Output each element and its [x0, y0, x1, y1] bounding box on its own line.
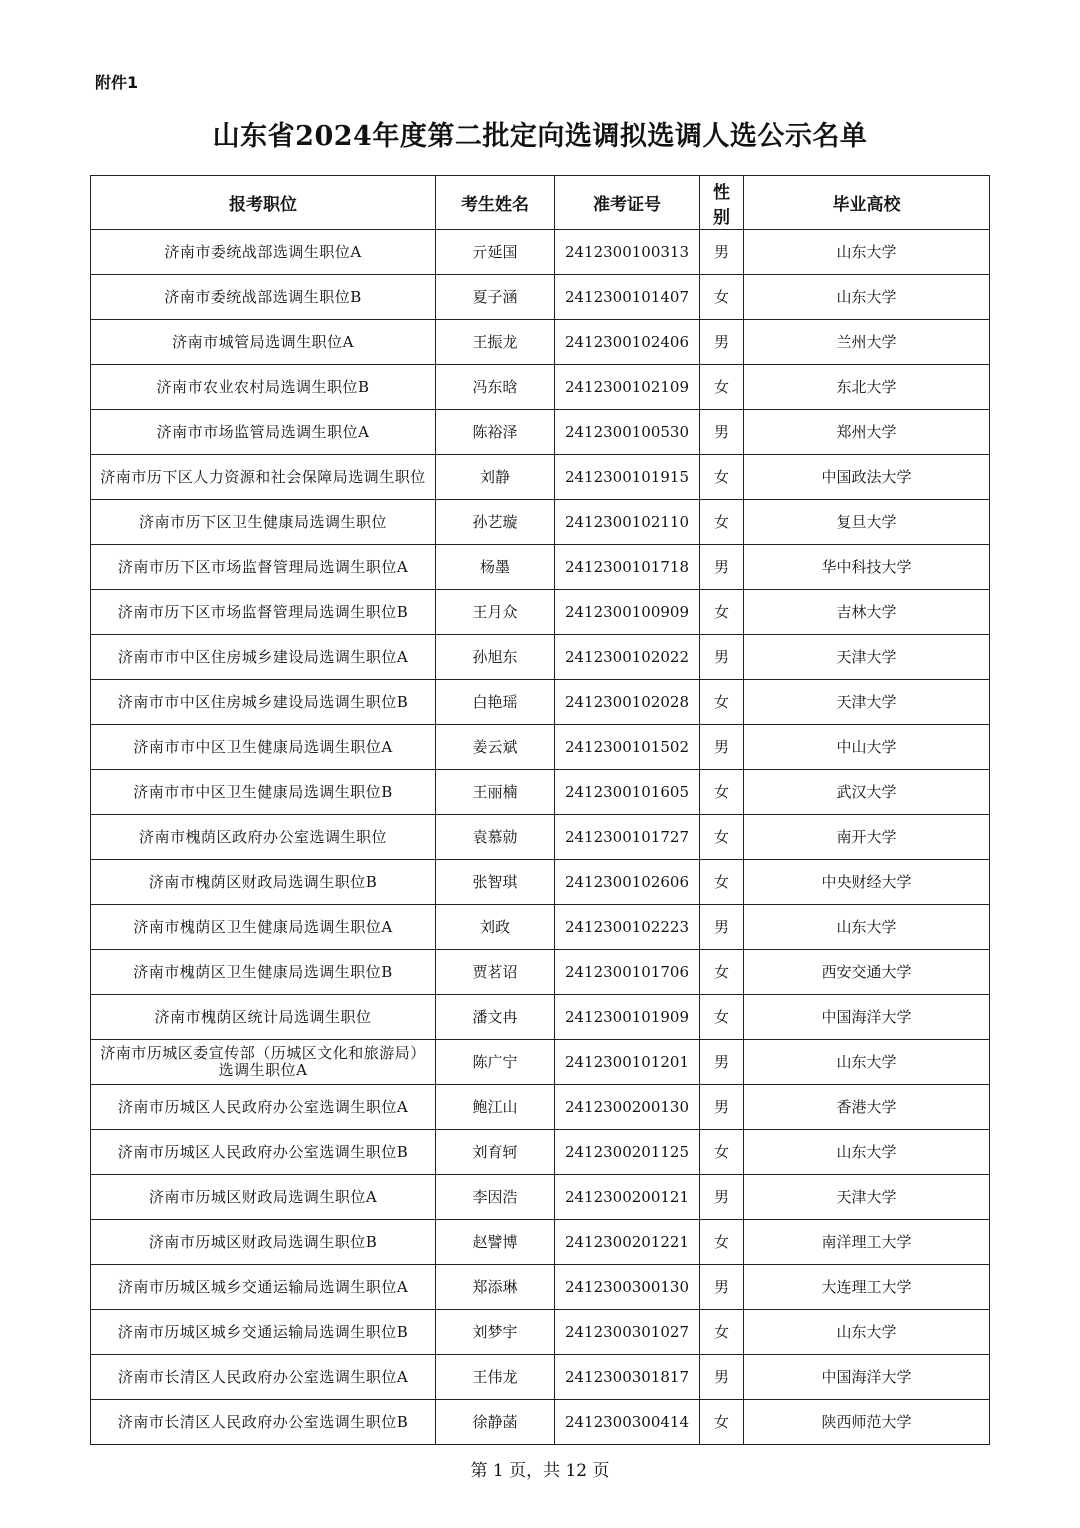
- cell-exam-number: 2412300201221: [555, 1220, 700, 1265]
- table-row: [91, 1310, 990, 1355]
- cell-position: 济南市历下区人力资源和社会保障局选调生职位: [91, 455, 436, 500]
- cell-university: 复旦大学: [744, 500, 990, 545]
- cell-position: 济南市槐荫区统计局选调生职位: [91, 995, 436, 1040]
- page-title: 山东省2024年度第二批定向选调拟选调人选公示名单: [212, 121, 868, 152]
- cell-position: 济南市槐荫区卫生健康局选调生职位A: [91, 905, 436, 950]
- cell-position: 济南市城管局选调生职位A: [91, 320, 436, 365]
- cell-exam-number: 2412300200121: [555, 1175, 700, 1220]
- cell-gender: 男: [700, 1085, 744, 1130]
- cell-position: 济南市市中区住房城乡建设局选调生职位B: [91, 680, 436, 725]
- cell-gender: 女: [700, 815, 744, 860]
- header-position: 报考职位: [91, 176, 436, 230]
- cell-position: 济南市历城区人民政府办公室选调生职位B: [91, 1130, 436, 1175]
- table-row: [91, 1355, 990, 1400]
- cell-position: 济南市槐荫区政府办公室选调生职位: [91, 815, 436, 860]
- cell-name: 刘静: [436, 455, 555, 500]
- cell-university: 山东大学: [744, 1130, 990, 1175]
- cell-exam-number: 2412300201125: [555, 1130, 700, 1175]
- cell-university: 香港大学: [744, 1085, 990, 1130]
- cell-position: 济南市历城区委宣传部（历城区文化和旅游局）选调生职位A: [91, 1040, 436, 1085]
- cell-university: 天津大学: [744, 1175, 990, 1220]
- cell-gender: 女: [700, 1130, 744, 1175]
- cell-university: 中央财经大学: [744, 860, 990, 905]
- attachment-label: 附件1: [95, 73, 139, 92]
- candidate-table: [90, 175, 990, 1445]
- cell-exam-number: 2412300101718: [555, 545, 700, 590]
- cell-position: 济南市历下区卫生健康局选调生职位: [91, 500, 436, 545]
- cell-position: 济南市历城区财政局选调生职位A: [91, 1175, 436, 1220]
- cell-name: 夏子涵: [436, 275, 555, 320]
- cell-university: 山东大学: [744, 905, 990, 950]
- header-gender: 性别: [700, 176, 744, 230]
- cell-gender: 男: [700, 635, 744, 680]
- cell-exam-number: 2412300101909: [555, 995, 700, 1040]
- table-row: [91, 320, 990, 365]
- cell-university: 天津大学: [744, 680, 990, 725]
- header-exam-number: 准考证号: [555, 176, 700, 230]
- cell-university: 山东大学: [744, 1040, 990, 1085]
- cell-position: 济南市历城区人民政府办公室选调生职位A: [91, 1085, 436, 1130]
- table-row: [91, 860, 990, 905]
- cell-gender: 女: [700, 275, 744, 320]
- table-row: [91, 1400, 990, 1445]
- cell-exam-number: 2412300102223: [555, 905, 700, 950]
- cell-exam-number: 2412300100530: [555, 410, 700, 455]
- table-row: [91, 590, 990, 635]
- cell-name: 刘育轲: [436, 1130, 555, 1175]
- table-row: [91, 1265, 990, 1310]
- cell-university: 东北大学: [744, 365, 990, 410]
- table-row: [91, 1040, 990, 1085]
- cell-gender: 女: [700, 1400, 744, 1445]
- cell-university: 天津大学: [744, 635, 990, 680]
- cell-university: 中国海洋大学: [744, 995, 990, 1040]
- cell-exam-number: 2412300101407: [555, 275, 700, 320]
- cell-university: 陕西师范大学: [744, 1400, 990, 1445]
- table-row: [91, 1085, 990, 1130]
- cell-position: 济南市历城区城乡交通运输局选调生职位B: [91, 1310, 436, 1355]
- cell-gender: 女: [700, 950, 744, 995]
- table-row: [91, 500, 990, 545]
- table-row: [91, 1175, 990, 1220]
- cell-name: 刘政: [436, 905, 555, 950]
- cell-name: 冯东晗: [436, 365, 555, 410]
- cell-university: 兰州大学: [744, 320, 990, 365]
- cell-position: 济南市农业农村局选调生职位B: [91, 365, 436, 410]
- table-body: [91, 230, 990, 1445]
- cell-exam-number: 2412300101727: [555, 815, 700, 860]
- cell-gender: 女: [700, 770, 744, 815]
- table-row: [91, 725, 990, 770]
- table-row: [91, 275, 990, 320]
- cell-gender: 女: [700, 1310, 744, 1355]
- table-row: [91, 995, 990, 1040]
- cell-exam-number: 2412300102406: [555, 320, 700, 365]
- cell-exam-number: 2412300101706: [555, 950, 700, 995]
- cell-name: 李因浩: [436, 1175, 555, 1220]
- table-row: [91, 770, 990, 815]
- cell-name: 孙艺璇: [436, 500, 555, 545]
- cell-university: 大连理工大学: [744, 1265, 990, 1310]
- cell-university: 山东大学: [744, 275, 990, 320]
- cell-gender: 男: [700, 1265, 744, 1310]
- table-row: [91, 365, 990, 410]
- table-row: [91, 230, 990, 275]
- cell-position: 济南市历城区财政局选调生职位B: [91, 1220, 436, 1265]
- cell-exam-number: 2412300101502: [555, 725, 700, 770]
- cell-name: 姜云斌: [436, 725, 555, 770]
- cell-exam-number: 2412300101605: [555, 770, 700, 815]
- table-row: [91, 905, 990, 950]
- cell-university: 华中科技大学: [744, 545, 990, 590]
- table-row: [91, 1130, 990, 1175]
- cell-name: 郑添琳: [436, 1265, 555, 1310]
- cell-university: 山东大学: [744, 230, 990, 275]
- cell-gender: 女: [700, 680, 744, 725]
- cell-gender: 男: [700, 1175, 744, 1220]
- cell-gender: 女: [700, 860, 744, 905]
- cell-position: 济南市委统战部选调生职位A: [91, 230, 436, 275]
- cell-exam-number: 2412300100909: [555, 590, 700, 635]
- cell-gender: 男: [700, 1040, 744, 1085]
- cell-gender: 男: [700, 1355, 744, 1400]
- table-row: [91, 1220, 990, 1265]
- cell-gender: 男: [700, 545, 744, 590]
- cell-name: 亓延国: [436, 230, 555, 275]
- table-row: [91, 950, 990, 995]
- cell-university: 南开大学: [744, 815, 990, 860]
- cell-gender: 女: [700, 1220, 744, 1265]
- cell-gender: 女: [700, 455, 744, 500]
- cell-position: 济南市委统战部选调生职位B: [91, 275, 436, 320]
- table-row: [91, 410, 990, 455]
- cell-gender: 男: [700, 230, 744, 275]
- cell-name: 刘梦宇: [436, 1310, 555, 1355]
- cell-position: 济南市历城区城乡交通运输局选调生职位A: [91, 1265, 436, 1310]
- page-footer: 第 1 页，共 12 页: [470, 1461, 610, 1481]
- cell-exam-number: 2412300102606: [555, 860, 700, 905]
- table-row: [91, 455, 990, 500]
- cell-gender: 男: [700, 320, 744, 365]
- cell-name: 白艳瑶: [436, 680, 555, 725]
- cell-position: 济南市市中区住房城乡建设局选调生职位A: [91, 635, 436, 680]
- cell-name: 王伟龙: [436, 1355, 555, 1400]
- cell-university: 中国海洋大学: [744, 1355, 990, 1400]
- cell-exam-number: 2412300100313: [555, 230, 700, 275]
- cell-name: 袁慕勍: [436, 815, 555, 860]
- cell-name: 杨墨: [436, 545, 555, 590]
- table-row: [91, 680, 990, 725]
- cell-university: 西安交通大学: [744, 950, 990, 995]
- cell-gender: 男: [700, 725, 744, 770]
- cell-exam-number: 2412300102110: [555, 500, 700, 545]
- header-name: 考生姓名: [436, 176, 555, 230]
- cell-university: 郑州大学: [744, 410, 990, 455]
- table-row: [91, 545, 990, 590]
- cell-position: 济南市长清区人民政府办公室选调生职位A: [91, 1355, 436, 1400]
- cell-name: 贾茗诏: [436, 950, 555, 995]
- cell-position: 济南市长清区人民政府办公室选调生职位B: [91, 1400, 436, 1445]
- cell-name: 赵譬博: [436, 1220, 555, 1265]
- cell-gender: 女: [700, 500, 744, 545]
- cell-position: 济南市槐荫区财政局选调生职位B: [91, 860, 436, 905]
- cell-name: 王丽楠: [436, 770, 555, 815]
- cell-position: 济南市历下区市场监督管理局选调生职位A: [91, 545, 436, 590]
- header-university: 毕业高校: [744, 176, 990, 230]
- cell-name: 王月众: [436, 590, 555, 635]
- cell-name: 陈广宁: [436, 1040, 555, 1085]
- cell-university: 中国政法大学: [744, 455, 990, 500]
- cell-exam-number: 2412300301027: [555, 1310, 700, 1355]
- cell-exam-number: 2412300102028: [555, 680, 700, 725]
- table-row: [91, 815, 990, 860]
- table-row: [91, 635, 990, 680]
- cell-name: 孙旭东: [436, 635, 555, 680]
- cell-position: 济南市市中区卫生健康局选调生职位A: [91, 725, 436, 770]
- cell-university: 中山大学: [744, 725, 990, 770]
- cell-university: 山东大学: [744, 1310, 990, 1355]
- cell-name: 张智琪: [436, 860, 555, 905]
- cell-gender: 男: [700, 410, 744, 455]
- cell-position: 济南市市中区卫生健康局选调生职位B: [91, 770, 436, 815]
- cell-exam-number: 2412300102109: [555, 365, 700, 410]
- cell-exam-number: 2412300102022: [555, 635, 700, 680]
- cell-university: 南洋理工大学: [744, 1220, 990, 1265]
- cell-exam-number: 2412300101915: [555, 455, 700, 500]
- cell-gender: 女: [700, 590, 744, 635]
- cell-exam-number: 2412300301817: [555, 1355, 700, 1400]
- cell-position: 济南市槐荫区卫生健康局选调生职位B: [91, 950, 436, 995]
- cell-name: 徐静菡: [436, 1400, 555, 1445]
- cell-position: 济南市市场监管局选调生职位A: [91, 410, 436, 455]
- cell-name: 潘文冉: [436, 995, 555, 1040]
- cell-name: 陈裕泽: [436, 410, 555, 455]
- cell-exam-number: 2412300300130: [555, 1265, 700, 1310]
- cell-university: 吉林大学: [744, 590, 990, 635]
- cell-name: 鲍江山: [436, 1085, 555, 1130]
- cell-name: 王振龙: [436, 320, 555, 365]
- cell-gender: 女: [700, 995, 744, 1040]
- cell-gender: 男: [700, 905, 744, 950]
- cell-exam-number: 2412300300414: [555, 1400, 700, 1445]
- cell-exam-number: 2412300200130: [555, 1085, 700, 1130]
- cell-exam-number: 2412300101201: [555, 1040, 700, 1085]
- cell-gender: 女: [700, 365, 744, 410]
- cell-university: 武汉大学: [744, 770, 990, 815]
- cell-position: 济南市历下区市场监督管理局选调生职位B: [91, 590, 436, 635]
- table-header-row: [91, 176, 990, 230]
